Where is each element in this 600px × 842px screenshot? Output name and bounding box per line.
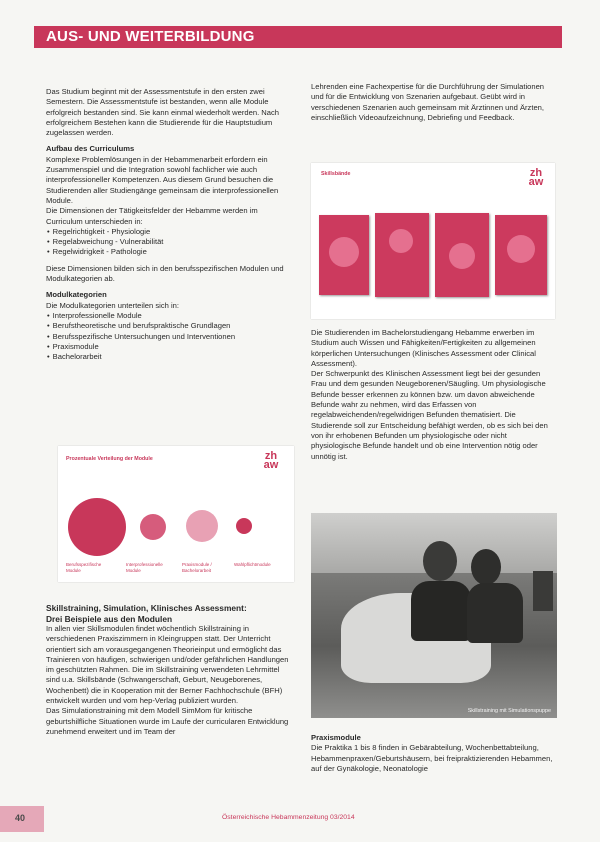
page-number: 40 <box>15 813 26 823</box>
list-item: • Berufsspezifische Untersuchungen und Interventionen <box>53 332 292 342</box>
page-number-box <box>0 806 44 832</box>
section-header-bar <box>34 26 562 48</box>
right-column-bottom <box>311 733 557 780</box>
skills-books-figure <box>311 163 555 319</box>
figure-title: Skillsbände <box>321 171 351 177</box>
list-item: • Berufstheoretische und berufspraktische Grundlagen <box>53 321 292 331</box>
circle-praxis <box>186 510 218 542</box>
left-column-top <box>46 87 292 368</box>
list-item: • Interprofessionelle Module <box>53 311 292 321</box>
curriculum-paragraph: Komplexe Problemlösungen in der Hebammenarbeit erfordern ein Zusammenspiel und die Integration sowohl fachlicher wie auch interprofessioneller Kompetenzen. Aus diesem Grund besuchen die Studierenden aller Studiengänge gemeinsam die interprofessionellen Module. <box>46 154 279 205</box>
module-heading: Modulkategorien <box>46 290 107 300</box>
list-item: • Regelrichtigkeit - Physiologie <box>53 227 292 237</box>
list-item: • Praxismodule <box>53 342 292 352</box>
dimensions-note: Diese Dimensionen bilden sich in den berufsspezifischen Modulen und Modulkategorien ab. <box>46 263 284 284</box>
person-head <box>423 541 457 581</box>
modules-list <box>46 311 292 362</box>
skills-paragraph: In allen vier Skillsmodulen findet wöchentlich Skillstraining in verschiedenen Praxiszimmern in Kleingruppen statt. Der Unterricht orientiert sich am vorausgegangenen Theorieinput und ermöglicht das Trainieren von häufigen, schwierigen und/oder gefährlichen Handlungen im geschützten Rahmen. Die im Skillstraining verwendeten Lehrmittel sind u.a. Skillsbände (Schwangerschaft, Geburt, Neugeborenes, Wochenbett) die in Kooperation mit der Berner Fachhochschule (BFH) entwickelt wurden und vom hep-Verlag publiziert wurden. <box>46 624 289 706</box>
right-column-middle <box>311 328 557 468</box>
book-cover <box>495 215 547 295</box>
right-column-top <box>311 82 557 129</box>
assessment-paragraph-2: Der Schwerpunkt des Klinischen Assessment liegt bei der gesunden Frau und dem gesunden Neugeborenen/Säugling. Um physiologische Befunde besser erkennen zu können bzw. um davon abweichende Befunde wahr zu nehmen, wird das Erfassen von regelabweichenden/regelwidrigen Befunden thematisiert. Die Studierende soll zur Entscheidung befähigt werden, ob es sich bei den von ihr erhobenen Befunden um physiologische oder nicht physiologische Befunde handelt und ob eine Intervention nötig oder unnötig ist. <box>311 369 548 461</box>
skills-heading-1: Skillstraining, Simulation, Klinisches Assessment: <box>46 603 247 613</box>
praxis-heading: Praxismodule <box>311 733 361 742</box>
assessment-paragraph-1: Die Studierenden im Bachelorstudiengang Hebamme erwerben im Studium auch Wissen und Fähigkeiten/Fertigkeiten zu allgemeinen körperlichen Untersuchungen (Klinisches Assessment oder Clinical Assessment). <box>311 328 536 368</box>
curriculum-heading: Aufbau des Curriculums <box>46 144 135 154</box>
dimensions-list <box>46 227 292 258</box>
book-cover <box>435 213 489 297</box>
list-item: • Bachelorarbeit <box>53 352 292 362</box>
simulation-paragraph: Das Simulationstraining mit dem Modell SimMom für kritische geburtshilfliche Situationen wurde im Laufe der curricularen Entwicklung zunehmend erweitert und im Team der <box>46 706 289 736</box>
section-title: AUS- UND WEITERBILDUNG <box>46 28 255 45</box>
figure-title: Prozentuale Verteilung der Module <box>66 456 153 462</box>
skills-heading-2: Drei Beispiele aus den Modulen <box>46 613 173 624</box>
zhaw-logo: zh aw <box>263 450 279 471</box>
circle-wahlpflicht <box>236 518 252 534</box>
zhaw-logo: zh aw <box>528 167 544 188</box>
dimensions-paragraph: Die Dimensionen der Tätigkeitsfelder der Hebamme werden im Curriculum unterschieden in: <box>46 206 258 226</box>
journal-footer: Österreichische Hebammenzeitung 03/2014 <box>222 814 355 821</box>
left-column-bottom <box>46 603 292 743</box>
intro-paragraph: Das Studium beginnt mit der Assessmentstufe in den ersten zwei Semestern. Die Assessmentstufe ist bestanden, wenn alle Module erfolgreich bestanden sind. Sie kann einmal wiederholt werden. Nach erfolgreichem Bestehen kann die Studierende für die Hauptstudium zugelassen werden. <box>46 87 280 138</box>
skills-training-photo <box>311 513 557 718</box>
list-item: • Regelabweichung - Vulnerabilität <box>53 237 292 247</box>
person-body <box>467 583 523 643</box>
circle-label: Wahlpflichtmodule <box>234 562 271 567</box>
module-distribution-figure <box>58 446 294 582</box>
circle-label: Interprofessionelle Module <box>126 562 163 573</box>
circle-berufsspezifisch <box>68 498 126 556</box>
circle-label: Berufsspezifische Module <box>66 562 102 573</box>
praxis-paragraph: Die Praktika 1 bis 8 finden in Gebärabteilung, Wochenbettabteilung, Hebammenpraxen/Geburtshäusern, bei freipraktizierenden Hebammen, auf der Gynäkologie, Neonatologie <box>311 743 553 773</box>
book-cover <box>375 213 429 297</box>
module-intro: Die Modulkategorien unterteilen sich in: <box>46 300 179 310</box>
circle-label: Praxismodule / Bachelorarbeit <box>182 562 212 573</box>
continuation-paragraph: Lehrenden eine Fachexpertise für die Durchführung der Simulationen und für die Entwicklung von Szenarien aufgebaut. Geübt wird in verschiedenen Szenarien auch gemeinsam mit Ärztinnen und Ärzten, einschließlich Videoaufzeichnung, Debriefing und Feedback. <box>311 82 545 122</box>
book-cover <box>319 215 369 295</box>
circle-interprofessionell <box>140 514 166 540</box>
photo-caption: Skillstraining mit Simulationspuppe <box>467 708 551 714</box>
person-body <box>411 581 471 641</box>
person-head <box>471 549 501 585</box>
list-item: • Regelwidrigkeit - Pathologie <box>53 247 292 257</box>
